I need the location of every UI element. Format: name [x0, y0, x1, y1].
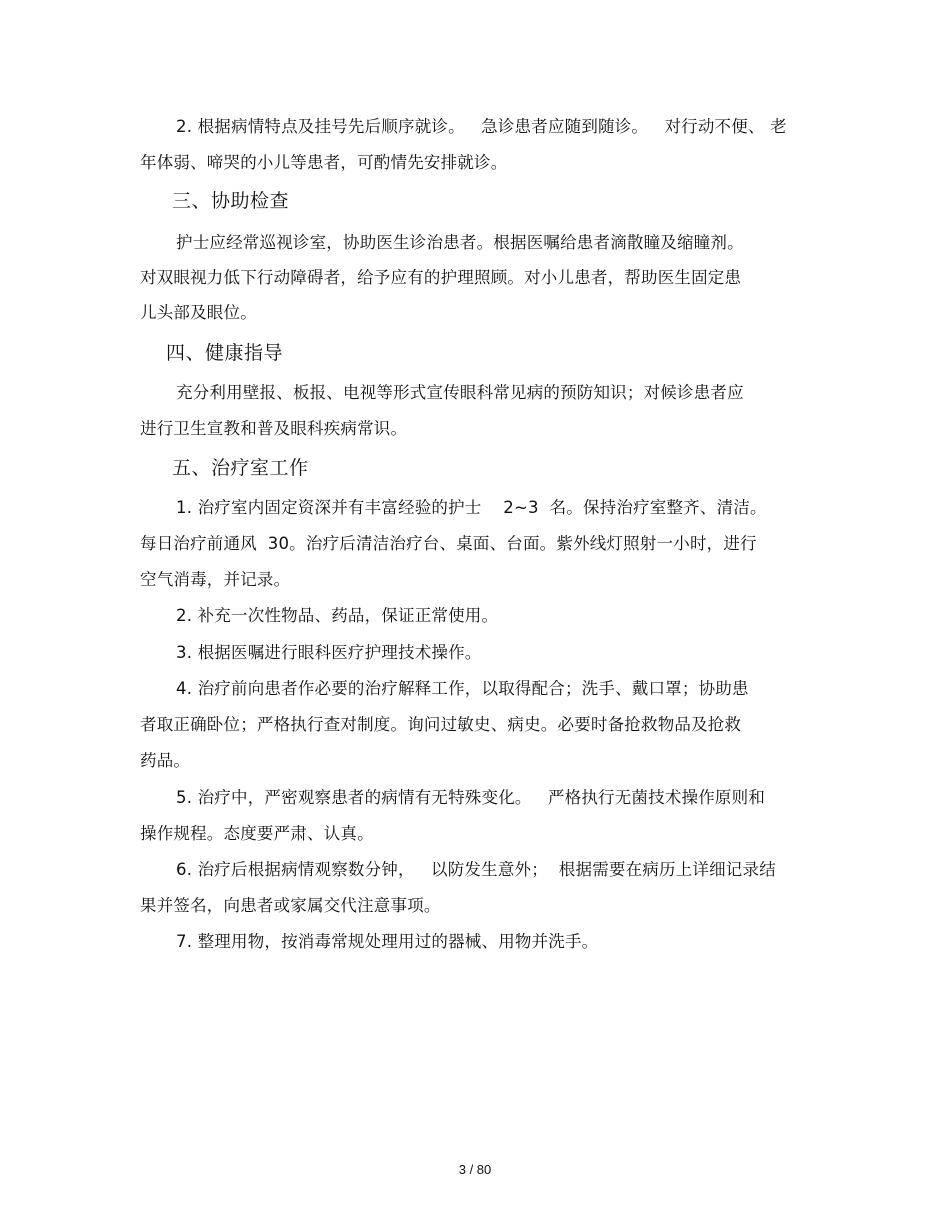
item-6-line-2: 果并签名，向患者或家属交代注意事项。	[140, 896, 441, 915]
item-2-line-1: 2. 补充一次性物品、药品，保证正常使用。	[176, 606, 499, 625]
item-5-line-1: 5. 治疗中，严密观察患者的病情有无特殊变化。 严格执行无菌技术操作原则和	[176, 788, 766, 807]
para-2-line-2: 年体弱、啼哭的小儿等患者，可酌情先安排就诊。	[140, 153, 508, 172]
section-3-line-1: 护士应经常巡视诊室，协助医生诊治患者。根据医嘱给患者滴散瞳及缩瞳剂。	[176, 233, 744, 252]
item-1-line-1: 1. 治疗室内固定资深并有丰富经验的护士 2~3 名。保持治疗室整齐、清洁。	[176, 498, 767, 517]
item-4-line-1: 4. 治疗前向患者作必要的治疗解释工作，以取得配合；洗手、戴口罩；协助患	[176, 679, 749, 698]
item-1-line-3: 空气消毒，并记录。	[140, 570, 291, 589]
section-3-heading: 三、协助检查	[172, 190, 290, 212]
item-6-line-1: 6. 治疗后根据病情观察数分钟， 以防发生意外； 根据需要在病历上详细记录结	[176, 860, 776, 879]
item-7-line-1: 7. 整理用物，按消毒常规处理用过的器械、用物并洗手。	[176, 932, 599, 951]
section-4-heading: 四、健康指导	[166, 342, 284, 364]
section-4-line-2: 进行卫生宣教和普及眼科疾病常识。	[140, 419, 408, 438]
section-5-heading: 五、治疗室工作	[172, 457, 309, 479]
section-4-line-1: 充分利用壁报、板报、电视等形式宣传眼科常见病的预防知识；对候诊患者应	[176, 383, 744, 402]
section-3-line-2: 对双眼视力低下行动障碍者，给予应有的护理照顾。对小儿患者，帮助医生固定患	[140, 268, 742, 287]
para-2-line-1: 2. 根据病情特点及挂号先后顺序就诊。 急诊患者应随到随诊。 对行动不便、 老	[176, 117, 787, 136]
item-5-line-2: 操作规程。态度要严肃、认真。	[140, 824, 374, 843]
item-1-line-2: 每日治疗前通风 30。治疗后清洁治疗台、桌面、台面。紫外线灯照射一小时，进行	[140, 534, 757, 553]
item-4-line-3: 药品。	[140, 751, 191, 770]
page-number: 3 / 80	[458, 1162, 492, 1177]
section-3-line-3: 儿头部及眼位。	[140, 303, 257, 322]
item-3-line-1: 3. 根据医嘱进行眼科医疗护理技术操作。	[176, 643, 482, 662]
item-4-line-2: 者取正确卧位；严格执行查对制度。询问过敏史、病史。必要时备抢救物品及抢救	[140, 715, 742, 734]
